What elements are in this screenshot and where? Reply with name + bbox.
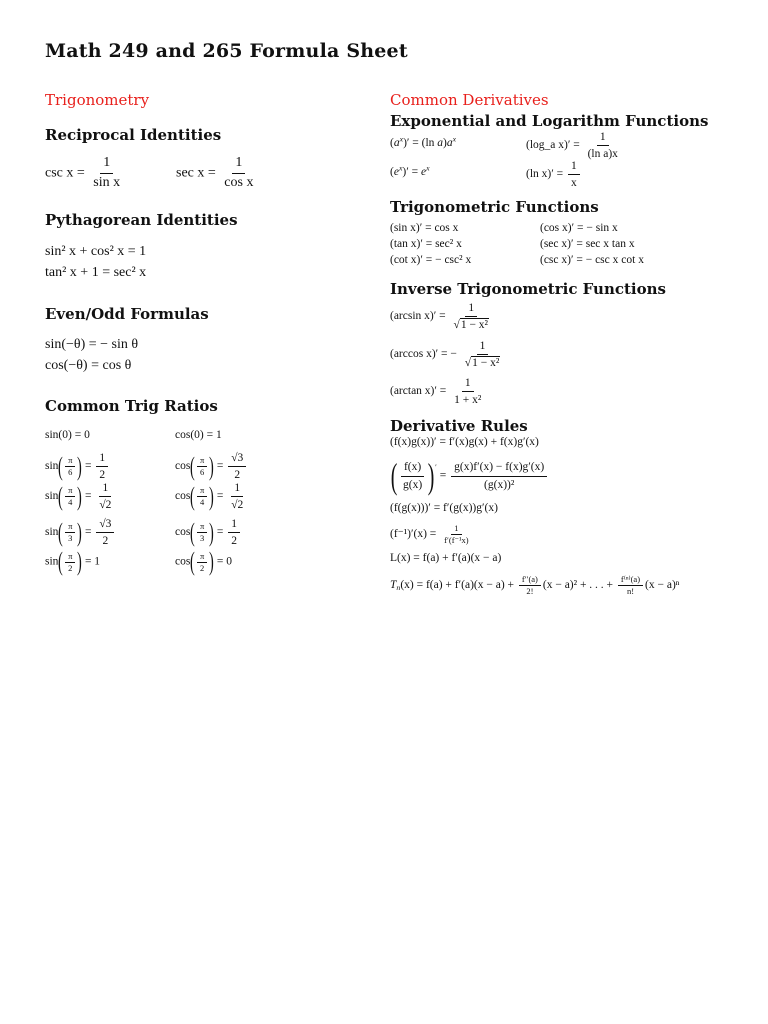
ratio-cos-0: cos(0) = 1 xyxy=(175,429,222,441)
heading-derivative-rules: Derivative Rules xyxy=(390,417,528,435)
formula-quotient-rule: ( $\frac{f(x)}{g(x)}$ )′ = $\frac{g(x)f'(x) - f(x)g'(x)}{\text{(g(x))²}}$ xyxy=(390,458,549,494)
formula-cos-even: cos(−θ) = cos θ xyxy=(45,358,132,373)
formula-deriv-sin: (sin x)′ = cos x xyxy=(390,222,459,234)
formula-deriv-tan: (tan x)′ = sec² x xyxy=(390,238,462,250)
formula-deriv-cot: (cot x)′ = − csc² x xyxy=(390,254,472,266)
formula-deriv-cos: (cos x)′ = − sin x xyxy=(540,222,618,234)
formula-linearization: L(x) = f(a) + f′(a)(x − a) xyxy=(390,552,502,564)
formula-deriv-sec: (sec x)′ = sec x tan x xyxy=(540,238,635,250)
formula-deriv-arccos: (arccos x)′ = − $\frac{1}{\text{√1 − x²}}$ xyxy=(390,340,500,370)
ratio-cos-pi-2: cos( $\frac{\pi}{2}$ ) = 0 xyxy=(175,547,232,576)
formula-deriv-loga: (log_a x)′ = $\frac{1}{\text{(ln a)x}}$ xyxy=(526,131,618,161)
heading-trig-functions: Trigonometric Functions xyxy=(390,198,599,216)
formula-deriv-arctan: (arctan x)′ = $\frac{1}{\text{1 + x²}}$ xyxy=(390,377,482,407)
formula-product-rule: (f(x)g(x))′ = f′(x)g(x) + f(x)g′(x) xyxy=(390,436,539,448)
ratio-sin-pi-4: sin( $\frac{\pi}{4}$ ) = $\frac{1}{√2}$ xyxy=(45,481,112,512)
formula-deriv-ex: $(e^x)' = e^x$ xyxy=(390,163,430,178)
section-common-derivatives: Common Derivatives xyxy=(390,91,549,109)
heading-inverse-trig: Inverse Trigonometric Functions xyxy=(390,280,666,298)
formula-pythagorean-2: tan² x + 1 = sec² x xyxy=(45,265,147,280)
formula-sec: sec x = $\frac{1}{\text{cos x}}$ xyxy=(176,155,254,190)
ratio-sin-pi-2: sin( $\frac{\pi}{2}$ ) = 1 xyxy=(45,547,101,576)
ratio-cos-pi-6: cos( $\frac{\pi}{6}$ ) = $\frac{√3}{2}$ xyxy=(175,452,248,481)
heading-exp-log: Exponential and Logarithm Functions xyxy=(390,112,709,130)
heading-even-odd: Even/Odd Formulas xyxy=(45,305,209,323)
formula-chain-rule: (f(g(x)))′ = f′(g(x))g′(x) xyxy=(390,502,498,514)
heading-common-trig-ratios: Common Trig Ratios xyxy=(45,397,218,415)
formula-deriv-ax: $(a^x)' = (\ln$ $a)a^x$ xyxy=(390,134,457,149)
heading-reciprocal-identities: Reciprocal Identities xyxy=(45,126,222,144)
formula-deriv-ln: (ln x)′ = $\frac{1}{x}$ xyxy=(526,160,582,189)
formula-taylor-polynomial: $T_n(x) = f(a) + f'(a)(x - a)$ + $\frac{f''(a)}{2!}$ (x − a)² + . . . + $\frac{\text{f⁽ⁿ⁾(a)}}{n!}$ (x − a)ⁿ xyxy=(390,574,680,596)
ratio-cos-pi-4: cos( $\frac{\pi}{4}$ ) = $\frac{1}{√2}$ xyxy=(175,481,244,512)
formula-deriv-arcsin: (arcsin x)′ = $\frac{1}{\text{√1 − x²}}$ xyxy=(390,302,488,332)
formula-deriv-csc: (csc x)′ = − csc x cot x xyxy=(540,254,644,266)
ratio-sin-pi-6: sin( $\frac{\pi}{6}$ ) = $\frac{1}{2}$ xyxy=(45,452,110,481)
formula-csc: csc x = $\frac{1}{\text{sin x}}$ xyxy=(45,155,121,190)
heading-pythagorean-identities: Pythagorean Identities xyxy=(45,211,238,229)
ratio-sin-0: sin(0) = 0 xyxy=(45,429,90,441)
ratio-cos-pi-3: cos( $\frac{\pi}{3}$ ) = $\frac{1}{2}$ xyxy=(175,518,242,547)
section-trigonometry: Trigonometry xyxy=(45,91,150,109)
page-title: Math 249 and 265 Formula Sheet xyxy=(45,40,408,62)
ratio-sin-pi-3: sin( $\frac{\pi}{3}$ ) = $\frac{√3}{2}$ xyxy=(45,518,116,547)
formula-inverse-rule: (f⁻¹)′(x) = $\frac{1}{\text{f′(f⁻¹x)}}$ xyxy=(390,523,469,545)
formula-pythagorean-1: sin² x + cos² x = 1 xyxy=(45,244,147,259)
formula-sin-odd: sin(−θ) = − sin θ xyxy=(45,337,139,352)
